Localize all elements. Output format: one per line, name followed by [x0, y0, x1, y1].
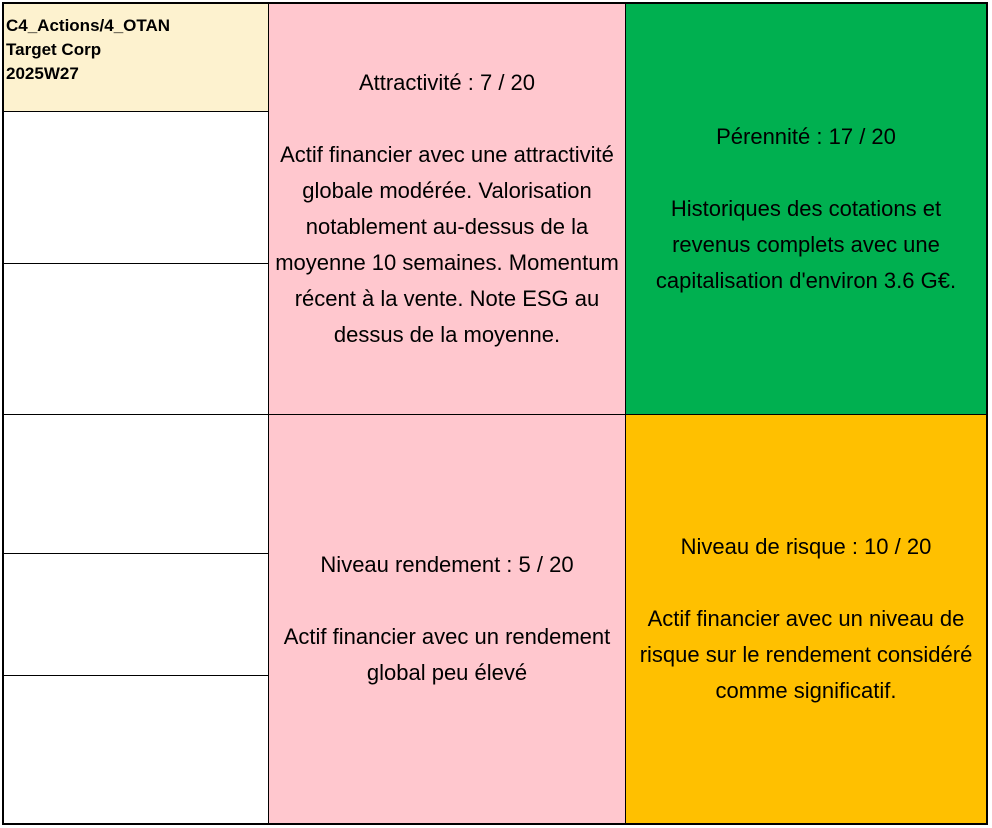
empty-cell-4 [3, 553, 269, 676]
attractivite-cell [268, 3, 626, 415]
asset-path: C4_Actions/4_OTAN [6, 16, 171, 35]
perennite-body: Historiques des cotations et revenus complets avec une capitalisation d'environ 3.6 G€. [655, 196, 957, 293]
attractivite-body: Actif financier avec une attractivité globale modérée. Valorisation notablement au-dessus de la moyenne 10 semaines. Momentum récent à la vente. Note ESG au dessus de la moyenne. [275, 142, 619, 347]
empty-cell-3 [3, 414, 269, 554]
rendement-cell [268, 414, 626, 824]
empty-cell-2 [3, 263, 269, 415]
risque-body: Actif financier avec un niveau de risque sur le rendement considéré comme significatif. [639, 606, 973, 703]
perennite-cell [625, 3, 987, 415]
risque-cell [625, 414, 987, 824]
score-grid [2, 2, 988, 825]
empty-cell-5 [3, 675, 269, 824]
asset-week: 2025W27 [6, 64, 79, 83]
rendement-title: Niveau rendement : 5 / 20 [320, 552, 574, 577]
asset-name: Target Corp [6, 40, 102, 59]
risque-title: Niveau de risque : 10 / 20 [680, 534, 932, 559]
empty-cell-1 [3, 111, 269, 264]
attractivite-title: Attractivité : 7 / 20 [358, 70, 536, 95]
asset-header-cell [3, 3, 269, 112]
perennite-title: Pérennité : 17 / 20 [716, 124, 896, 149]
rendement-body: Actif financier avec un rendement global peu élevé [283, 624, 611, 685]
